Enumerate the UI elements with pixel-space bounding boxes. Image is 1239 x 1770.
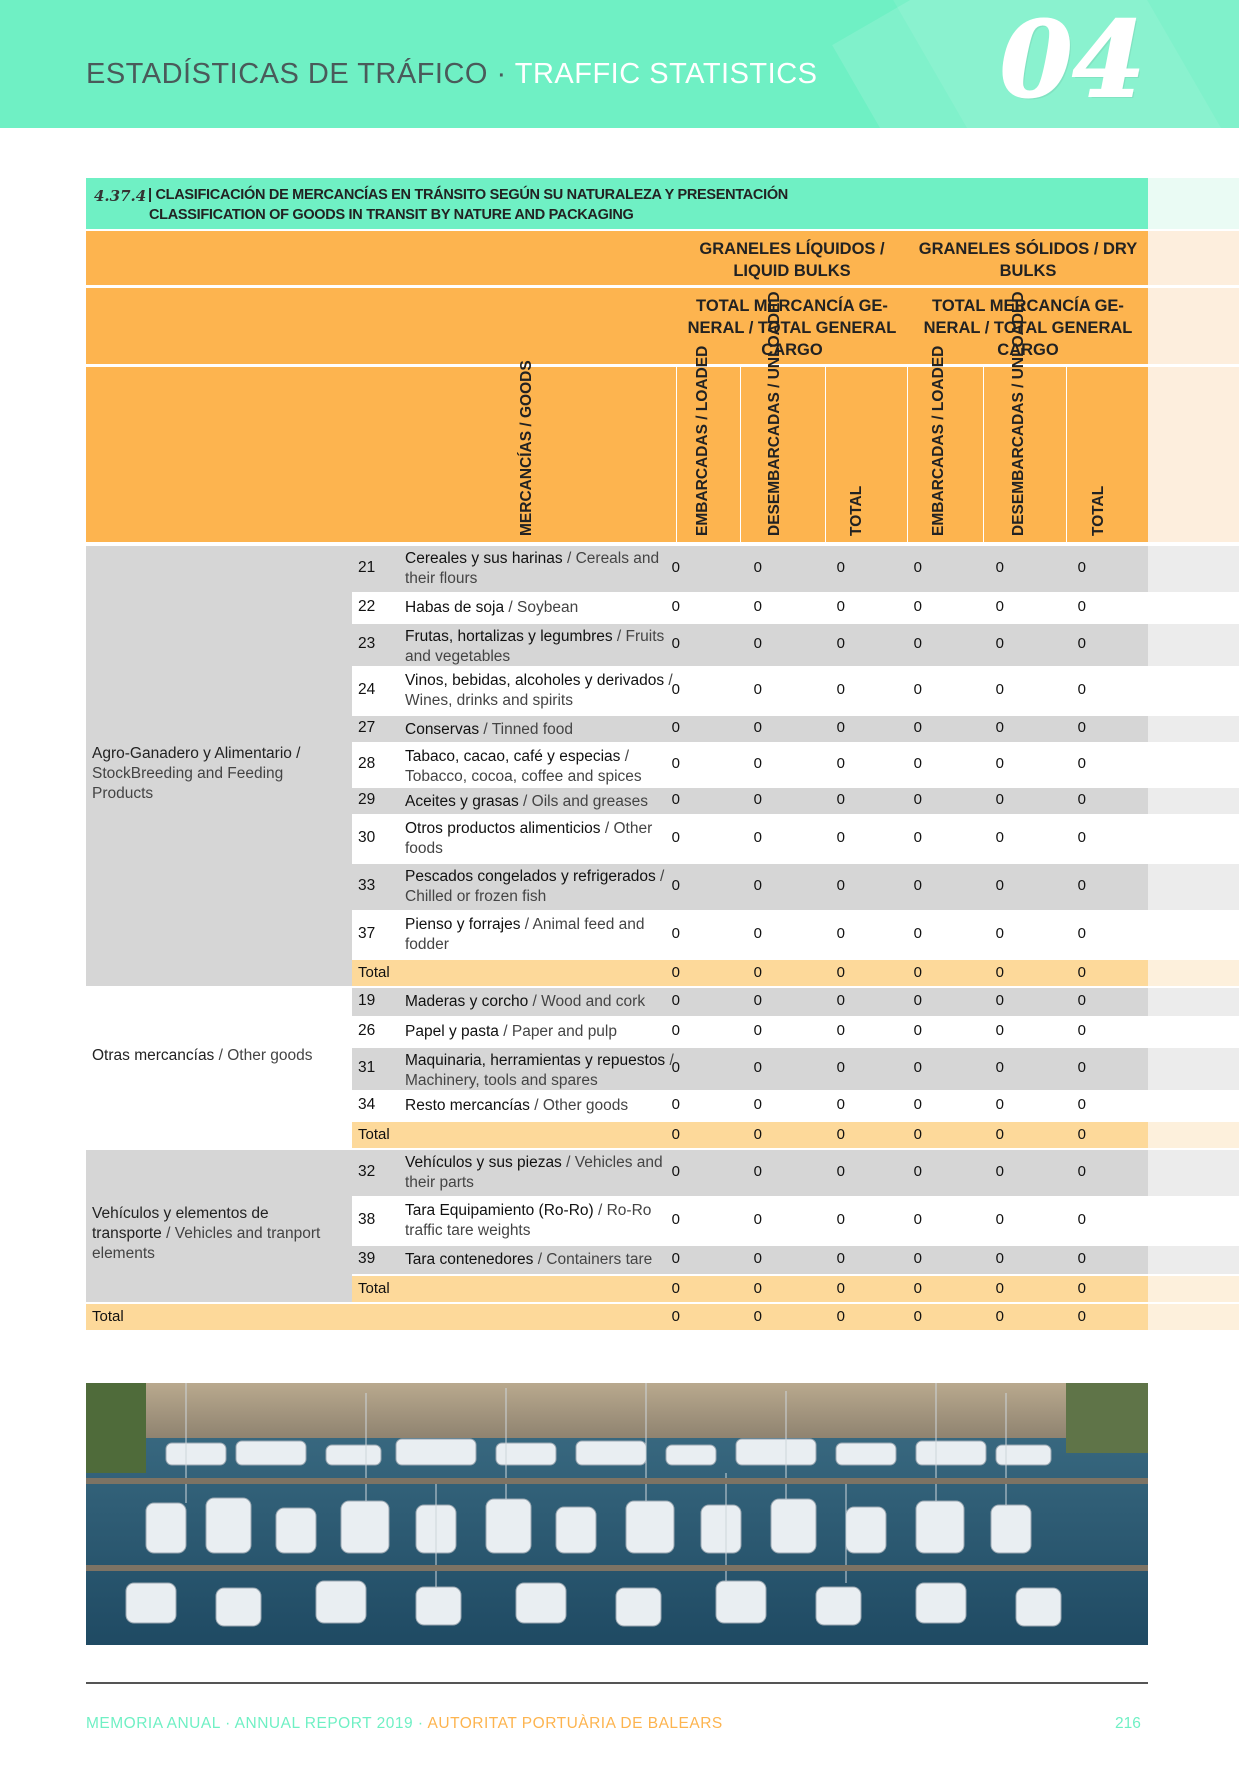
group-dry-bulks: GRANELES SÓLIDOS / DRY BULKS	[918, 240, 1138, 280]
total-value-cell: 0	[836, 1280, 845, 1297]
grand-total-value-cell: 0	[753, 1308, 762, 1325]
page-header	[0, 0, 1239, 128]
column-separator	[676, 367, 677, 542]
value-cell: 0	[671, 598, 680, 615]
goods-name-es: Papel y pasta	[405, 1023, 499, 1040]
goods-name-es: Aceites y grasas	[405, 793, 519, 810]
col-unloaded-text: DESEMBARCADAS / UNLOADED	[766, 291, 783, 536]
value-cell: 0	[913, 635, 922, 652]
value-cell: 0	[1077, 925, 1086, 942]
value-cell: 0	[995, 1096, 1004, 1113]
total-value-cell: 0	[1077, 1126, 1086, 1143]
goods-code: 28	[358, 755, 376, 772]
row-extension	[1148, 864, 1239, 910]
goods-code: 33	[358, 877, 376, 894]
value-cell: 0	[671, 925, 680, 942]
category-label-es: Agro-Ganadero y Alimentario /	[92, 745, 301, 762]
page-number: 216	[1115, 1715, 1141, 1732]
goods-code: 30	[358, 829, 376, 846]
value-cell: 0	[671, 877, 680, 894]
goods-name-en: / Tobacco, cocoa, coffee and spices	[405, 748, 642, 785]
value-cell: 0	[995, 719, 1004, 736]
value-cell: 0	[671, 1022, 680, 1039]
section-title	[86, 58, 818, 91]
row-extension	[1148, 594, 1239, 622]
value-cell: 0	[913, 1250, 922, 1267]
row-extension	[1148, 1246, 1239, 1274]
column-separator	[1066, 367, 1067, 542]
row-extension	[1148, 1122, 1239, 1148]
row-extension	[1148, 816, 1239, 862]
total-value-cell: 0	[1077, 1280, 1086, 1297]
column-separator	[983, 367, 984, 542]
column-separator	[740, 367, 741, 542]
goods-name-es: Conservas	[405, 721, 480, 738]
footer-rule	[86, 1682, 1148, 1684]
grand-total-value-cell: 0	[836, 1308, 845, 1325]
total-value-cell: 0	[995, 1126, 1004, 1143]
row-extension	[1148, 1150, 1239, 1196]
col-unloaded-dry-label	[1010, 291, 1028, 536]
goods-name-en: / Animal feed and fodder	[405, 916, 645, 953]
category-total-label: Total	[358, 964, 390, 981]
goods-name-es: Frutas, hortalizas y legumbres	[405, 628, 613, 645]
column-header-row	[86, 367, 1148, 542]
value-cell: 0	[1077, 1096, 1086, 1113]
value-cell: 0	[671, 1250, 680, 1267]
goods-name-es: Otros productos alimenticios	[405, 820, 601, 837]
col-goods-text: MERCANCÍAS / GOODS	[518, 360, 535, 536]
value-cell: 0	[753, 791, 762, 808]
value-cell: 0	[995, 877, 1004, 894]
value-cell: 0	[836, 1022, 845, 1039]
category-label	[92, 1204, 332, 1264]
value-cell: 0	[836, 1211, 845, 1228]
value-cell: 0	[671, 755, 680, 772]
value-cell: 0	[913, 992, 922, 1009]
category-label-es: Otras mercancías	[92, 1047, 215, 1064]
goods-name-es: Maquinaria, herramientas y repuestos	[405, 1052, 666, 1069]
total-value-cell: 0	[753, 1126, 762, 1143]
value-cell: 0	[836, 992, 845, 1009]
value-cell: 0	[913, 1022, 922, 1039]
total-value-cell: 0	[836, 964, 845, 981]
row-extension	[1148, 668, 1239, 714]
category-label-es: Vehículos y elementos de transporte	[92, 1205, 269, 1242]
total-value-cell: 0	[995, 1280, 1004, 1297]
value-cell: 0	[836, 559, 845, 576]
value-cell: 0	[995, 635, 1004, 652]
grand-total-value-cell: 0	[995, 1308, 1004, 1325]
goods-code: 38	[358, 1211, 376, 1228]
value-cell: 0	[671, 719, 680, 736]
row-extension	[1148, 912, 1239, 958]
value-cell: 0	[836, 925, 845, 942]
footer-organization: AUTORITAT PORTUÀRIA DE BALEARS	[427, 1715, 723, 1732]
goods-code: 29	[358, 791, 376, 808]
header-extension	[1148, 367, 1239, 542]
goods-name-en: / Wines, drinks and spirits	[405, 672, 673, 709]
value-cell: 0	[995, 755, 1004, 772]
total-value-cell: 0	[671, 1126, 680, 1143]
value-cell: 0	[753, 719, 762, 736]
grand-total-label: Total	[92, 1308, 124, 1325]
goods-name-es: Tara Equipamiento (Ro-Ro)	[405, 1202, 594, 1219]
table-number: 4.37.4	[94, 187, 147, 205]
col-loaded-liquid-label	[694, 345, 712, 536]
header-extension	[1148, 231, 1239, 285]
col-unloaded-liquid-label	[766, 291, 784, 536]
value-cell: 0	[913, 829, 922, 846]
category-block	[86, 988, 352, 1148]
value-cell: 0	[995, 559, 1004, 576]
value-cell: 0	[671, 681, 680, 698]
goods-code: 39	[358, 1250, 376, 1267]
total-value-cell: 0	[671, 964, 680, 981]
goods-code: 26	[358, 1022, 376, 1039]
row-extension	[1148, 1092, 1239, 1120]
value-cell: 0	[995, 791, 1004, 808]
value-cell: 0	[671, 1096, 680, 1113]
value-cell: 0	[995, 925, 1004, 942]
row-extension	[1148, 788, 1239, 814]
goods-name-en: / Other foods	[405, 820, 653, 857]
value-cell: 0	[913, 755, 922, 772]
category-label-en: / Other goods	[218, 1047, 313, 1064]
row-extension	[1148, 960, 1239, 986]
group-liquid-bulks: GRANELES LÍQUIDOS / LIQUID BULKS	[699, 240, 885, 280]
goods-name-en: / Paper and pulp	[498, 1023, 617, 1040]
col-total-text: TOTAL	[1090, 485, 1107, 536]
value-cell: 0	[1077, 791, 1086, 808]
section-title-es: ESTADÍSTICAS DE TRÁFICO	[86, 58, 488, 90]
row-extension	[1148, 1276, 1239, 1302]
goods-name-en: / Fruits and vegetables	[405, 628, 665, 665]
goods-name-en: / Containers tare	[533, 1251, 653, 1268]
grand-total-value-cell: 0	[671, 1308, 680, 1325]
total-value-cell: 0	[913, 964, 922, 981]
goods-name-en: / Soybean	[504, 599, 579, 616]
footer-text	[86, 1715, 723, 1733]
row-extension	[1148, 1304, 1239, 1330]
value-cell: 0	[753, 559, 762, 576]
column-separator	[825, 367, 826, 542]
table-title-en: CLASSIFICATION OF GOODS IN TRANSIT BY NATURE AND PACKAGING	[149, 207, 634, 223]
value-cell: 0	[913, 791, 922, 808]
value-cell: 0	[995, 1211, 1004, 1228]
value-cell: 0	[995, 1022, 1004, 1039]
value-cell: 0	[995, 1059, 1004, 1076]
row-extension	[1148, 1018, 1239, 1046]
value-cell: 0	[836, 635, 845, 652]
value-cell: 0	[753, 925, 762, 942]
value-cell: 0	[1077, 1211, 1086, 1228]
value-cell: 0	[913, 559, 922, 576]
value-cell: 0	[836, 755, 845, 772]
total-value-cell: 0	[836, 1126, 845, 1143]
value-cell: 0	[995, 1250, 1004, 1267]
value-cell: 0	[753, 1163, 762, 1180]
section-title-en: TRAFFIC STATISTICS	[514, 58, 818, 90]
col-goods-label	[518, 360, 536, 536]
goods-name-es: Pescados congelados y refrigerados	[405, 868, 656, 885]
value-cell: 0	[836, 829, 845, 846]
total-value-cell: 0	[1077, 964, 1086, 981]
goods-name-en: / Cereals and their flours	[405, 550, 660, 587]
value-cell: 0	[995, 1163, 1004, 1180]
category-label-en: / Vehicles and tranport elements	[92, 1225, 321, 1262]
value-cell: 0	[836, 719, 845, 736]
subgroup-liquid-general-cargo: TOTAL MERCANCÍA GE-NERAL / TOTAL GENERAL CARGO	[687, 297, 897, 359]
goods-code: 23	[358, 635, 376, 652]
subgroup-dry-general-cargo: TOTAL MERCANCÍA GE-NERAL / TOTAL GENERAL CARGO	[923, 297, 1133, 359]
goods-code: 34	[358, 1096, 376, 1113]
value-cell: 0	[753, 681, 762, 698]
value-cell: 0	[1077, 1163, 1086, 1180]
goods-name-es: Resto mercancías	[405, 1097, 530, 1114]
value-cell: 0	[1077, 877, 1086, 894]
header-extension	[1148, 288, 1239, 364]
value-cell: 0	[995, 829, 1004, 846]
table-title-bar	[86, 178, 1148, 229]
value-cell: 0	[836, 1059, 845, 1076]
goods-code: 19	[358, 992, 376, 1009]
goods-name-es: Pienso y forrajes	[405, 916, 521, 933]
value-cell: 0	[1077, 559, 1086, 576]
goods-name-es: Habas de soja	[405, 599, 505, 616]
value-cell: 0	[995, 992, 1004, 1009]
category-label-en: StockBreeding and Feeding Products	[92, 765, 284, 802]
value-cell: 0	[1077, 992, 1086, 1009]
goods-name-es: Tara contenedores	[405, 1251, 534, 1268]
table-title-es: | CLASIFICACIÓN DE MERCANCÍAS EN TRÁNSITO SEGÚN SU NATURALEZA Y PRESENTACIÓN	[148, 187, 788, 203]
row-extension	[1148, 716, 1239, 742]
value-cell: 0	[1077, 719, 1086, 736]
value-cell: 0	[753, 598, 762, 615]
value-cell: 0	[753, 1096, 762, 1113]
title-separator: ·	[487, 58, 515, 90]
value-cell: 0	[913, 719, 922, 736]
value-cell: 0	[753, 635, 762, 652]
value-cell: 0	[836, 681, 845, 698]
total-value-cell: 0	[995, 964, 1004, 981]
category-total-label: Total	[358, 1280, 390, 1297]
value-cell: 0	[1077, 681, 1086, 698]
value-cell: 0	[995, 681, 1004, 698]
goods-name-en: / Other goods	[529, 1097, 629, 1114]
value-cell: 0	[913, 681, 922, 698]
goods-code: 22	[358, 598, 376, 615]
value-cell: 0	[836, 1250, 845, 1267]
value-cell: 0	[753, 1022, 762, 1039]
goods-code: 27	[358, 719, 376, 736]
goods-name-en: / Ro-Ro traffic tare weights	[405, 1202, 652, 1239]
row-extension	[1148, 988, 1239, 1016]
total-value-cell: 0	[913, 1280, 922, 1297]
goods-name-es: Tabaco, cacao, café y especias	[405, 748, 621, 765]
value-cell: 0	[753, 877, 762, 894]
value-cell: 0	[913, 1096, 922, 1113]
col-total-liquid-label	[848, 476, 866, 536]
col-loaded-text: EMBARCADAS / LOADED	[694, 345, 711, 536]
goods-name-en: / Vehicles and their parts	[405, 1154, 663, 1191]
value-cell: 0	[913, 877, 922, 894]
value-cell: 0	[913, 925, 922, 942]
grand-total-value-cell: 0	[1077, 1308, 1086, 1325]
total-value-cell: 0	[913, 1126, 922, 1143]
goods-code: 37	[358, 925, 376, 942]
value-cell: 0	[753, 829, 762, 846]
col-unloaded-text: DESEMBARCADAS / UNLOADED	[1010, 291, 1027, 536]
category-label	[92, 1046, 332, 1066]
row-extension	[1148, 624, 1239, 666]
goods-name-en: / Tinned food	[479, 721, 574, 738]
goods-name-es: Cereales y sus harinas	[405, 550, 563, 567]
col-loaded-dry-label	[930, 345, 948, 536]
value-cell: 0	[671, 829, 680, 846]
value-cell: 0	[1077, 829, 1086, 846]
col-total-dry-label	[1090, 476, 1108, 536]
value-cell: 0	[1077, 1022, 1086, 1039]
value-cell: 0	[671, 1211, 680, 1228]
value-cell: 0	[913, 1059, 922, 1076]
row-extension	[1148, 744, 1239, 786]
goods-code: 32	[358, 1163, 376, 1180]
goods-name-en: / Oils and greases	[518, 793, 648, 810]
value-cell: 0	[1077, 1250, 1086, 1267]
value-cell: 0	[753, 1211, 762, 1228]
col-loaded-text: EMBARCADAS / LOADED	[930, 345, 947, 536]
grand-total-value-cell: 0	[913, 1308, 922, 1325]
category-label	[92, 744, 332, 804]
goods-name-en: / Machinery, tools and spares	[405, 1052, 674, 1089]
value-cell: 0	[753, 992, 762, 1009]
value-cell: 0	[753, 1059, 762, 1076]
value-cell: 0	[753, 1250, 762, 1267]
marina-photo-illustration	[86, 1383, 1148, 1645]
value-cell: 0	[913, 598, 922, 615]
total-value-cell: 0	[671, 1280, 680, 1297]
row-extension	[1148, 1048, 1239, 1090]
value-cell: 0	[671, 1163, 680, 1180]
value-cell: 0	[671, 992, 680, 1009]
goods-code: 31	[358, 1059, 376, 1076]
goods-code: 24	[358, 681, 376, 698]
value-cell: 0	[836, 1163, 845, 1180]
total-value-cell: 0	[753, 964, 762, 981]
value-cell: 0	[1077, 635, 1086, 652]
row-extension	[1148, 1198, 1239, 1244]
chapter-number: 04	[1000, 0, 1145, 121]
goods-name-es: Vinos, bebidas, alcoholes y derivados	[405, 672, 665, 689]
value-cell: 0	[836, 877, 845, 894]
footer-report: MEMORIA ANUAL · ANNUAL REPORT 2019 ·	[86, 1715, 428, 1732]
value-cell: 0	[1077, 755, 1086, 772]
value-cell: 0	[753, 755, 762, 772]
row-extension	[1148, 546, 1239, 592]
total-value-cell: 0	[753, 1280, 762, 1297]
value-cell: 0	[836, 791, 845, 808]
table-title-extension	[1148, 178, 1239, 229]
value-cell: 0	[671, 559, 680, 576]
col-total-text: TOTAL	[848, 485, 865, 536]
value-cell: 0	[1077, 598, 1086, 615]
marina-photo	[86, 1383, 1148, 1645]
value-cell: 0	[913, 1163, 922, 1180]
goods-name-es: Maderas y corcho	[405, 993, 529, 1010]
category-total-label: Total	[358, 1126, 390, 1143]
value-cell: 0	[836, 1096, 845, 1113]
value-cell: 0	[671, 791, 680, 808]
value-cell: 0	[671, 1059, 680, 1076]
goods-name-en: / Wood and cork	[528, 993, 646, 1010]
value-cell: 0	[836, 598, 845, 615]
value-cell: 0	[913, 1211, 922, 1228]
value-cell: 0	[1077, 1059, 1086, 1076]
value-cell: 0	[995, 598, 1004, 615]
goods-name-en: / Chilled or frozen fish	[405, 868, 665, 905]
column-separator	[907, 367, 908, 542]
goods-name-es: Vehículos y sus piezas	[405, 1154, 562, 1171]
value-cell: 0	[671, 635, 680, 652]
goods-code: 21	[358, 559, 376, 576]
